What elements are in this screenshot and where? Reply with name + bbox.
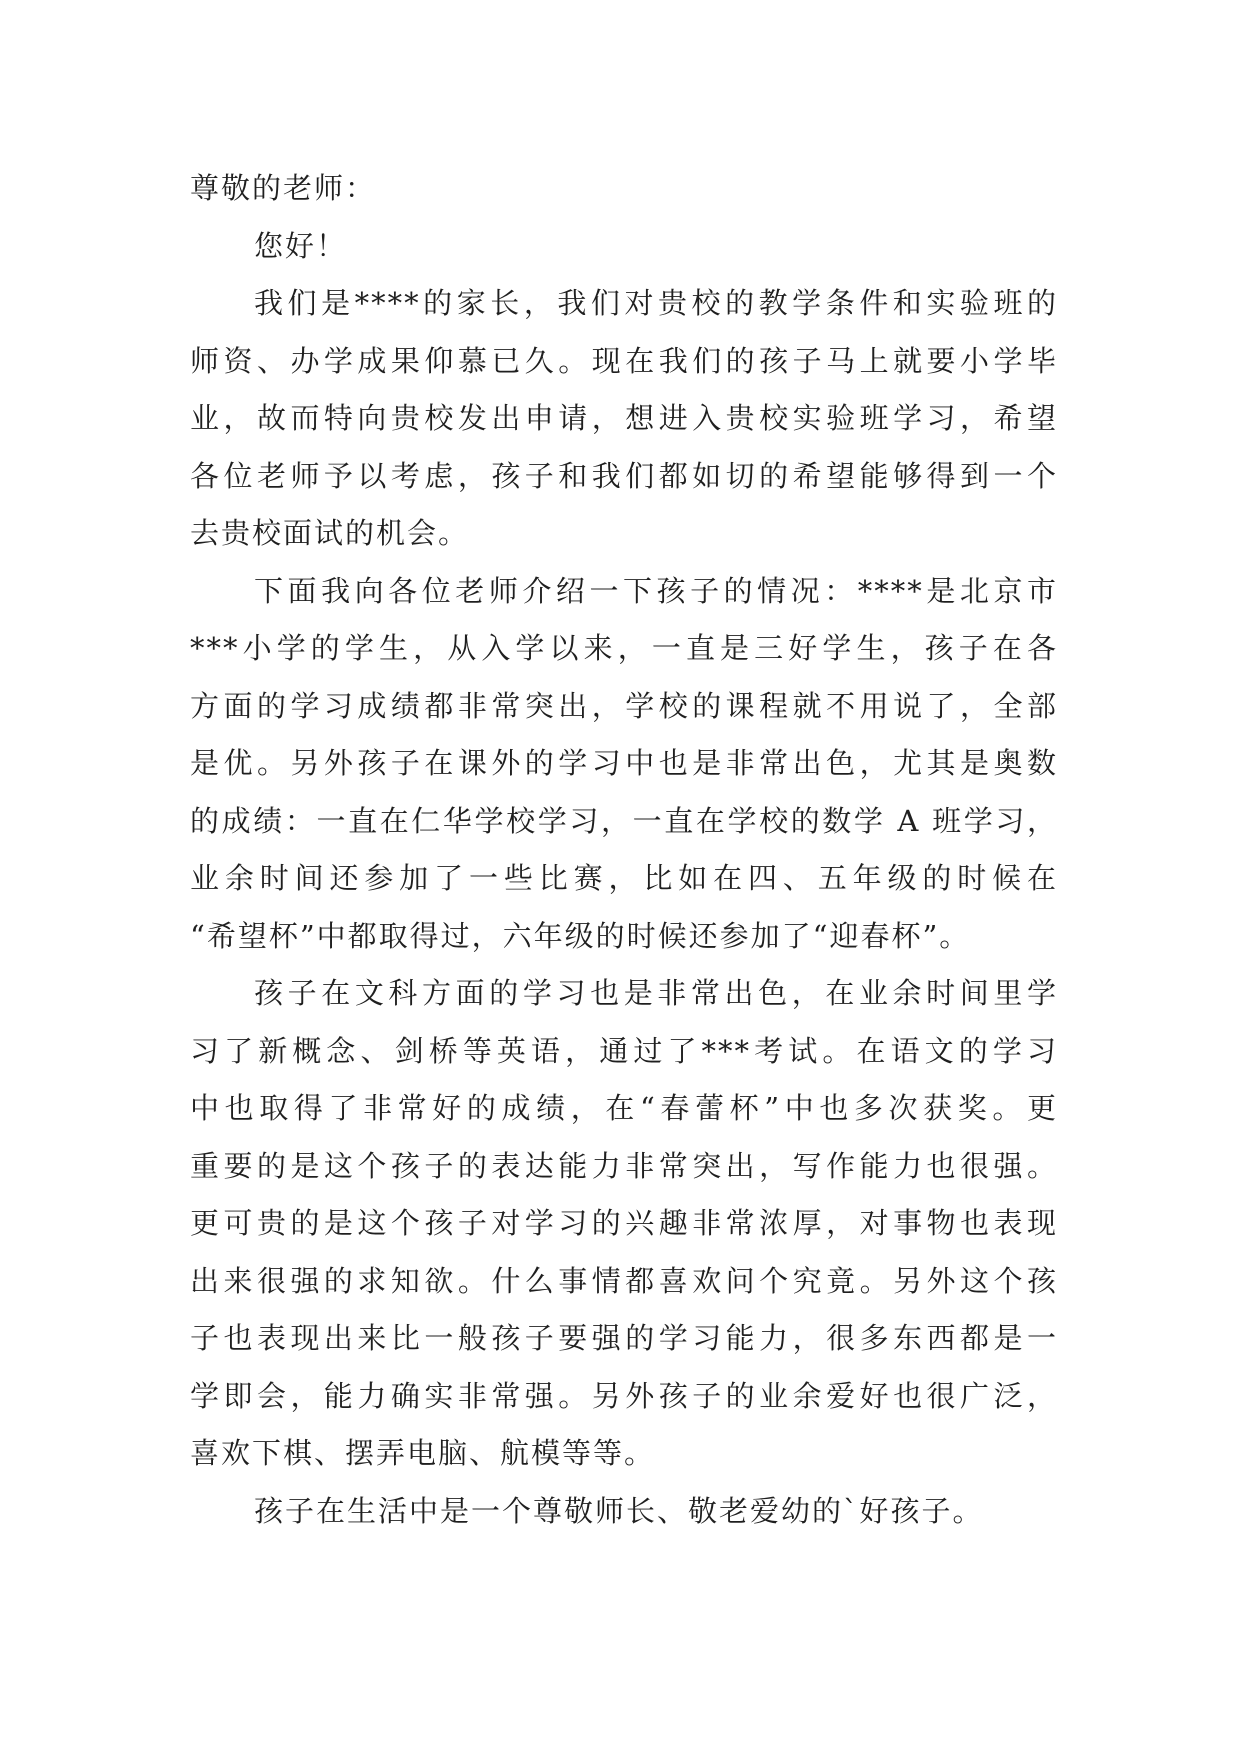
paragraph-line: 孩子在生活中是一个尊敬师长、敬老爱幼的`好孩子。 bbox=[254, 1493, 984, 1528]
paragraph-line: 孩子在文科方面的学习也是非常出色，在业余时间里学 bbox=[254, 976, 1058, 1010]
paragraph-line: 出来很强的求知欲。什么事情都喜欢问个究竟。另外这个孩 bbox=[190, 1263, 1058, 1298]
paragraph-line: 业余时间还参加了一些比赛，比如在四、五年级的时候在 bbox=[190, 861, 1058, 895]
paragraph-line: 重要的是这个孩子的表达能力非常突出，写作能力也很强。 bbox=[190, 1148, 1058, 1183]
letter-body bbox=[190, 160, 1058, 1540]
paragraph-line: 中也取得了非常好的成绩，在“春蕾杯”中也多次获奖。更 bbox=[190, 1091, 1058, 1125]
paragraph-line: 习了新概念、剑桥等英语，通过了***考试。在语文的学习 bbox=[190, 1033, 1058, 1068]
paragraph-line: 学即会，能力确实非常强。另外孩子的业余爱好也很广泛， bbox=[190, 1378, 1058, 1413]
paragraph-line: “希望杯”中都取得过，六年级的时候还参加了“迎春杯”。 bbox=[190, 918, 971, 953]
paragraph-line: 的成绩：一直在仁华学校学习，一直在学校的数学 A 班学习， bbox=[190, 803, 1058, 838]
paragraph-line: 师资、办学成果仰慕已久。现在我们的孩子马上就要小学毕 bbox=[190, 343, 1058, 378]
paragraph-line: ***小学的学生，从入学以来，一直是三好学生，孩子在各 bbox=[190, 631, 1058, 665]
paragraph-line: 下面我向各位老师介绍一下孩子的情况：****是北京市 bbox=[254, 573, 1058, 608]
paragraph-line: 业，故而特向贵校发出申请，想进入贵校实验班学习，希望 bbox=[190, 401, 1058, 435]
paragraph-line: 是优。另外孩子在课外的学习中也是非常出色，尤其是奥数 bbox=[190, 746, 1058, 780]
paragraph-line: 更可贵的是这个孩子对学习的兴趣非常浓厚，对事物也表现 bbox=[190, 1206, 1058, 1240]
greeting: 您好！ bbox=[254, 228, 348, 263]
paragraph-line: 方面的学习成绩都非常突出，学校的课程就不用说了，全部 bbox=[190, 688, 1058, 723]
paragraph-line: 子也表现出来比一般孩子要强的学习能力，很多东西都是一 bbox=[190, 1321, 1058, 1355]
paragraph-line: 我们是****的家长，我们对贵校的教学条件和实验班的 bbox=[254, 286, 1058, 320]
paragraph-line: 各位老师予以考虑，孩子和我们都如切的希望能够得到一个 bbox=[190, 458, 1058, 493]
paragraph-line: 去贵校面试的机会。 bbox=[190, 516, 470, 550]
salutation: 尊敬的老师： bbox=[190, 171, 377, 205]
paragraph-line: 喜欢下棋、摆弄电脑、航模等等。 bbox=[190, 1436, 656, 1470]
